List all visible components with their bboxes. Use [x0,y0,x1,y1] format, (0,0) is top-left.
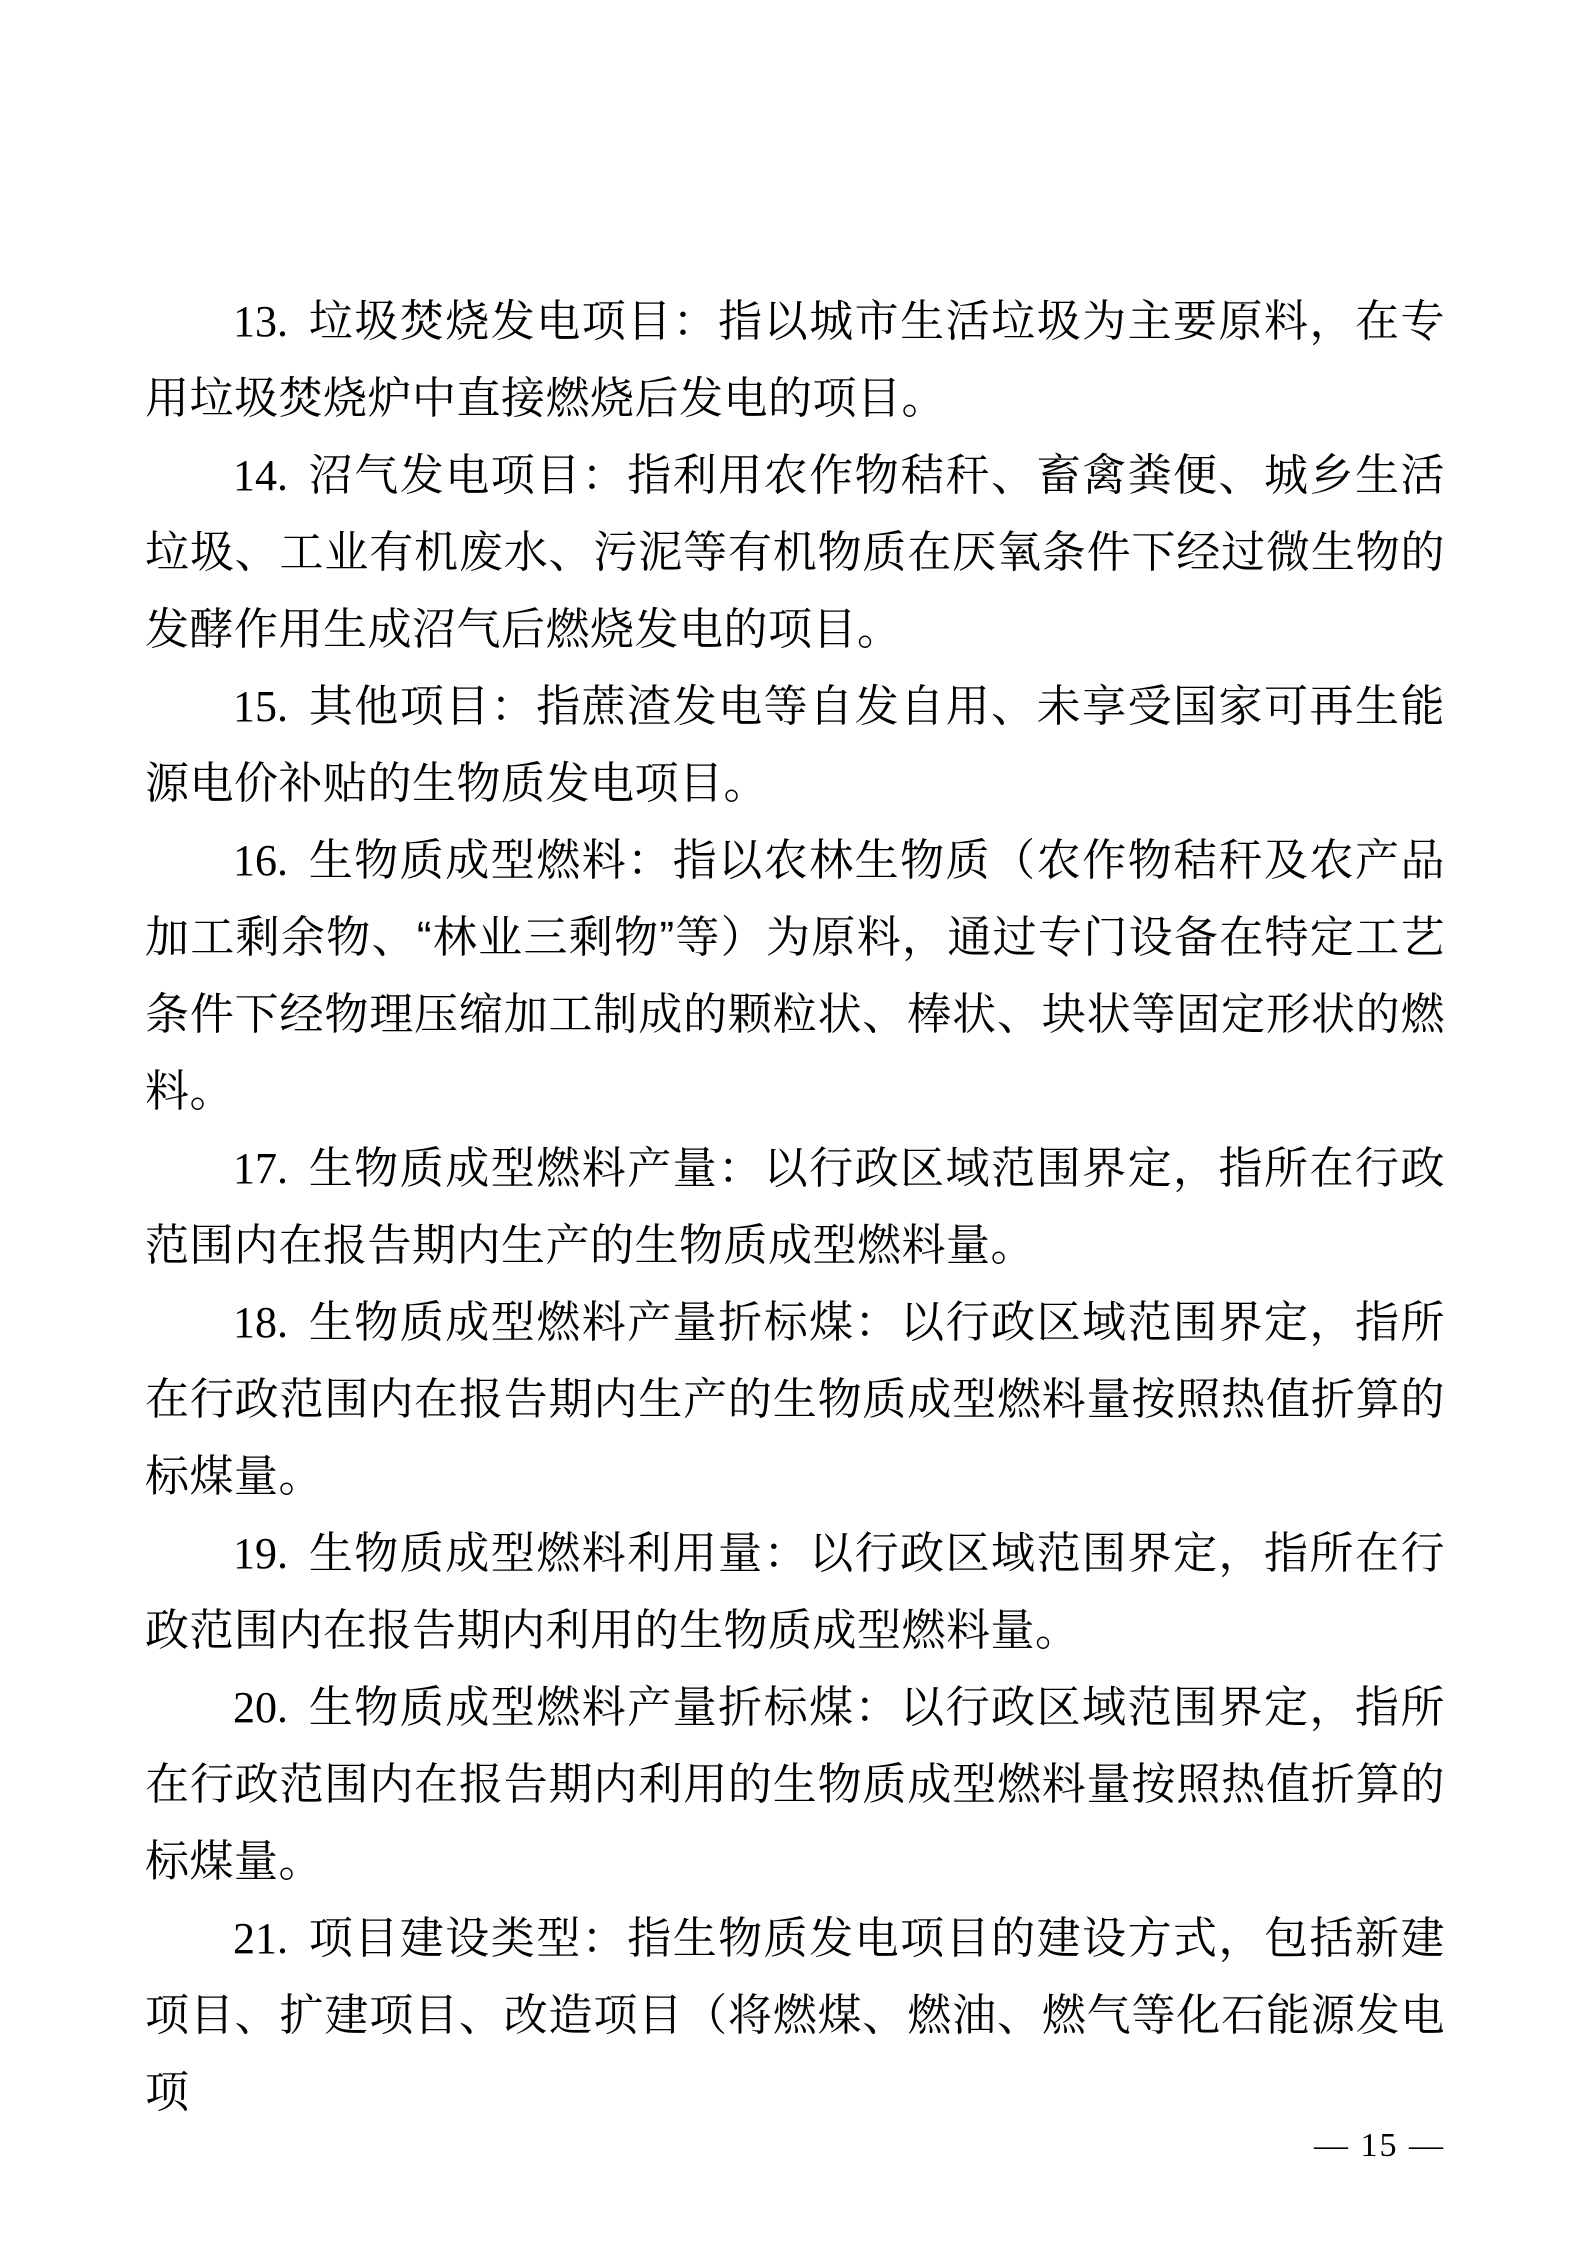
item-number: 13. [233,297,288,346]
item-number: 18. [233,1298,288,1347]
item-number: 16. [233,836,288,885]
item-text: 其他项目：指蔗渣发电等自发自用、未享受国家可再生能源电价补贴的生物质发电项目。 [145,682,1445,808]
item-text: 生物质成型燃料产量：以行政区域范围界定，指所在行政范围内在报告期内生产的生物质成型燃料量。 [145,1144,1445,1270]
item-number: 20. [233,1683,288,1732]
item-number: 19. [233,1529,288,1578]
definition-paragraph-13 [145,283,1445,437]
item-text: 生物质成型燃料产量折标煤：以行政区域范围界定，指所在行政范围内在报告期内生产的生物质成型燃料量按照热值折算的标煤量。 [145,1298,1445,1501]
definition-paragraph-21 [145,1900,1445,2131]
definition-paragraph-16 [145,822,1445,1130]
definition-paragraph-20 [145,1669,1445,1900]
item-text: 生物质成型燃料产量折标煤：以行政区域范围界定，指所在行政范围内在报告期内利用的生物质成型燃料量按照热值折算的标煤量。 [145,1683,1445,1886]
definition-paragraph-17 [145,1130,1445,1284]
page-number: — 15 — [1314,2127,1445,2164]
definition-paragraph-18 [145,1284,1445,1515]
item-text: 生物质成型燃料利用量：以行政区域范围界定，指所在行政范围内在报告期内利用的生物质成型燃料量。 [145,1529,1445,1655]
item-text: 垃圾焚烧发电项目：指以城市生活垃圾为主要原料，在专用垃圾焚烧炉中直接燃烧后发电的项目。 [145,297,1445,423]
item-number: 14. [233,451,288,500]
item-text: 项目建设类型：指生物质发电项目的建设方式，包括新建项目、扩建项目、改造项目（将燃煤、燃油、燃气等化石能源发电项 [145,1914,1445,2117]
item-text: 生物质成型燃料：指以农林生物质（农作物秸秆及农产品加工剩余物、“林业三剩物”等）为原料，通过专门设备在特定工艺条件下经物理压缩加工制成的颗粒状、棒状、块状等固定形状的燃料。 [145,836,1445,1116]
document-body [145,283,1445,2131]
definition-paragraph-15 [145,668,1445,822]
definition-paragraph-14 [145,437,1445,668]
item-number: 15. [233,682,288,731]
item-number: 17. [233,1144,288,1193]
item-text: 沼气发电项目：指利用农作物秸秆、畜禽粪便、城乡生活垃圾、工业有机废水、污泥等有机物质在厌氧条件下经过微生物的发酵作用生成沼气后燃烧发电的项目。 [145,451,1445,654]
definition-paragraph-19 [145,1515,1445,1669]
item-number: 21. [233,1914,288,1963]
